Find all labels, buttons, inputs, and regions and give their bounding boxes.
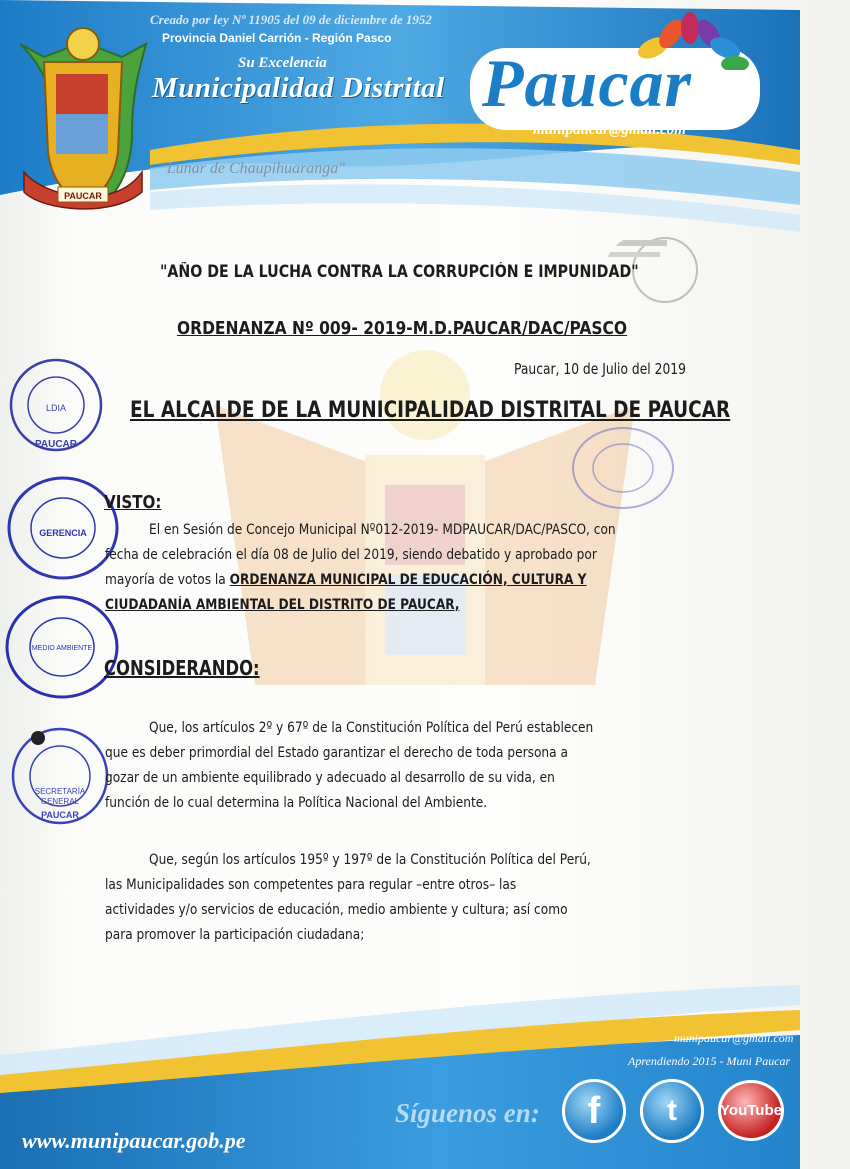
ordinance-title: ORDENANZA MUNICIPAL DE EDUCACIÓN, CULTURA Y <box>229 572 587 588</box>
paragraph-line: para promover la participación ciudadana; <box>105 927 365 943</box>
considerando-paragraph-1 <box>105 716 695 816</box>
excelencia-text: Su Excelencia <box>238 55 327 71</box>
paragraph-line: que es deber primordial del Estado garantizar el derecho de toda persona a <box>105 745 568 761</box>
header-email: munipaucar@gmail.com <box>533 122 686 138</box>
municipal-crest-logo <box>14 22 152 212</box>
paragraph-line: actividades y/o servicios de educación, medio ambiente y cultura; así como <box>105 902 568 918</box>
svg-text:MEDIO AMBIENTE: MEDIO AMBIENTE <box>31 645 93 652</box>
seal-stamp-medio-ambiente <box>2 592 122 702</box>
footer-credit: Aprendiendo 2015 - Muni Paucar <box>628 1054 791 1068</box>
paragraph-line: Que, según los artículos 195º y 197º de la Constitución Política del Perú, <box>149 852 591 868</box>
paragraph-line: función de lo cual determina la Política Nacional del Ambiente. <box>105 795 488 811</box>
ordinance-number: ORDENANZA Nº 009- 2019-M.D.PAUCAR/DAC/PASCO <box>177 318 628 339</box>
paragraph-line: gozar de un ambiente equilibrado y adecuado al desarrollo de su vida, en <box>105 770 555 786</box>
facebook-icon[interactable]: f <box>562 1079 626 1143</box>
paragraph-line: Que, los artículos 2º y 67º de la Constitución Política del Perú establecen <box>149 720 594 736</box>
year-motto-heading: "AÑO DE LA LUCHA CONTRA LA CORRUPCIÓN E IMPUNIDAD" <box>160 262 639 281</box>
seal-stamp-lda <box>6 355 106 455</box>
youtube-icon[interactable]: YouTube <box>718 1080 784 1141</box>
follow-us-text: Síguenos en: <box>395 1098 540 1128</box>
faint-seal-stamp-right <box>568 422 678 514</box>
visto-line: El en Sesión de Concejo Municipal Nº012-2019- MDPAUCAR/DAC/PASCO, con <box>149 522 616 538</box>
svg-text:PAUCAR: PAUCAR <box>34 439 78 450</box>
svg-text:GERENCIA: GERENCIA <box>39 528 87 538</box>
place-date: Paucar, 10 de Julio del 2019 <box>514 360 686 378</box>
visto-line: mayoría de votos la <box>105 572 230 588</box>
footer-website[interactable]: www.munipaucar.gob.pe <box>22 1128 246 1153</box>
considerando-heading: CONSIDERANDO: <box>104 656 260 680</box>
paragraph-line: las Municipalidades son competentes para regular –entre otros– las <box>105 877 517 893</box>
creation-law-text: Creado por ley Nº 11905 del 09 de diciembre de 1952 <box>150 12 432 27</box>
header-motto: "Lunar de Chaupihuaranga" <box>160 160 346 177</box>
municipality-name: Municipalidad Distrital <box>152 72 445 104</box>
issuer-heading: EL ALCALDE DE LA MUNICIPALIDAD DISTRITAL DE PAUCAR <box>130 398 731 423</box>
visto-line: fecha de celebración el día 08 de Julio del 2019, siendo debatido y aprobado por <box>105 547 597 563</box>
visto-paragraph <box>105 518 695 618</box>
svg-text:SECRETARÍA: SECRETARÍA <box>34 787 86 796</box>
svg-text:PAUCAR: PAUCAR <box>64 191 102 201</box>
ordinance-title-cont: CIUDADANÍA AMBIENTAL DEL DISTRITO DE PAUCAR, <box>105 597 460 613</box>
brand-name: Paucar <box>482 45 692 121</box>
considerando-paragraph-2 <box>105 848 695 948</box>
svg-text:PAUCAR: PAUCAR <box>41 810 79 820</box>
svg-text:LDIA: LDIA <box>45 403 67 413</box>
svg-text:GENERAL: GENERAL <box>40 797 80 806</box>
province-region-text: Provincia Daniel Carrión - Región Pasco <box>162 31 392 45</box>
visto-heading: VISTO: <box>104 492 162 513</box>
footer-email: munipaucar@gmail.com <box>674 1031 794 1045</box>
twitter-icon[interactable]: t <box>640 1079 704 1143</box>
seal-stamp-secretaria <box>8 724 112 828</box>
